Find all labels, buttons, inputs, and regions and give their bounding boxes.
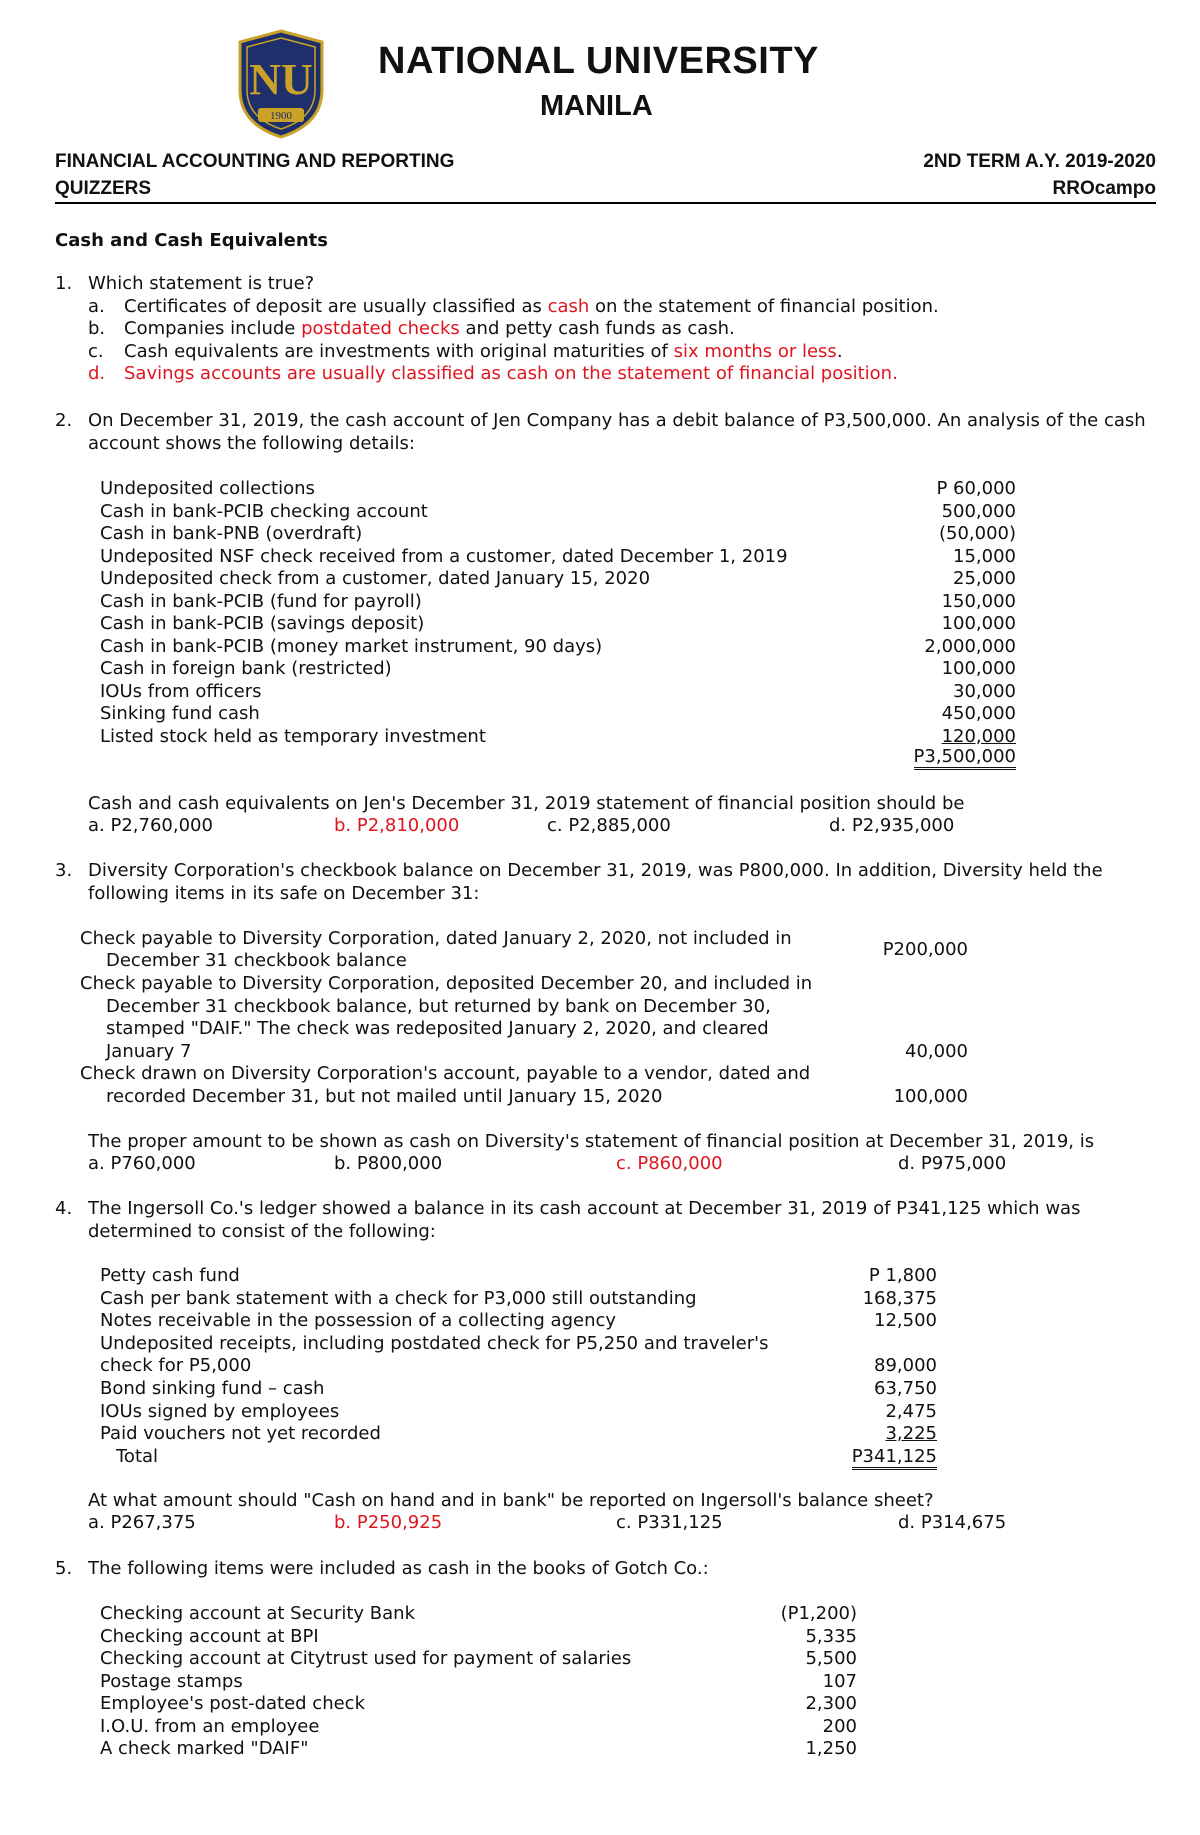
ledger-item-amount: 89,000 — [874, 1355, 937, 1377]
ledger-item-amount: 2,475 — [885, 1400, 937, 1422]
choice-d: d. P314,675 — [898, 1512, 1007, 1533]
ledger-item-amount: 107 — [822, 1670, 857, 1692]
ledger-item-amount: 30,000 — [953, 680, 1016, 702]
ledger-item-label: Petty cash fund — [100, 1265, 240, 1286]
author-name: RROcampo — [1052, 178, 1156, 199]
question-stem: Which statement is true? — [88, 273, 315, 294]
q3-item-2: Check payable to Diversity Corporation, deposited December 20, and included in — [80, 973, 813, 994]
ledger-item-label: Cash in bank-PCIB (fund for payroll) — [100, 590, 422, 612]
ledger-item-amount: 15,000 — [953, 545, 1016, 567]
q2-total: P3,500,000 — [914, 746, 1016, 768]
ledger-item-amount: 500,000 — [941, 500, 1016, 522]
ledger-item-amount: 100,000 — [941, 658, 1016, 679]
ledger-item-label: Checking account at Citytrust used for payment of salaries — [100, 1648, 632, 1669]
q3-item-3: Check drawn on Diversity Corporation's account, payable to a vendor, dated and — [80, 1063, 811, 1084]
document-type: QUIZZERS — [55, 178, 152, 199]
ledger-item-label: Checking account at Security Bank — [100, 1603, 416, 1624]
ledger-item-amount: 450,000 — [941, 703, 1016, 724]
choice-b: b. P800,000 — [334, 1153, 443, 1174]
q3-item-2-cont: January 7 — [106, 1041, 192, 1062]
choice-b: Companies include postdated checks and petty cash funds as cash. — [124, 318, 735, 339]
q3-item-2-amount: 40,000 — [905, 1041, 968, 1062]
ledger-item-label: Sinking fund cash — [100, 703, 260, 724]
choice-d: d. P975,000 — [898, 1153, 1007, 1174]
question-stem: On December 31, 2019, the cash account of Jen Company has a debit balance of P3,500,000. An analysis of the cash — [88, 410, 1146, 431]
choice-b-letter: b. — [88, 318, 106, 339]
choice-a: a. P760,000 — [88, 1153, 196, 1174]
question-stem-cont: account shows the following details: — [88, 433, 415, 454]
choice-c: c. P860,000 — [616, 1153, 723, 1174]
ledger-item-amount: 2,300 — [805, 1693, 857, 1714]
ledger-item-label: IOUs from officers — [100, 680, 262, 702]
ledger-item-label: Checking account at BPI — [100, 1625, 319, 1647]
ledger-item-amount: 2,000,000 — [924, 635, 1016, 657]
ledger-item-label: IOUs signed by employees — [100, 1400, 340, 1422]
ledger-item-amount: 1,250 — [805, 1738, 857, 1759]
q3-item-3-amount: 100,000 — [893, 1086, 968, 1107]
ledger-item-label: Notes receivable in the possession of a collecting agency — [100, 1310, 617, 1332]
choice-a-letter: a. — [88, 296, 105, 317]
choice-d: Savings accounts are usually classified as cash on the statement of financial position. — [124, 363, 898, 384]
ledger-item-amount: (50,000) — [938, 523, 1016, 544]
ledger-item-label: Cash in bank-PCIB (savings deposit) — [100, 613, 425, 634]
svg-text:NU: NU — [249, 55, 313, 104]
question-number: 4. — [55, 1198, 73, 1219]
ledger-item-amount: 12,500 — [874, 1310, 937, 1332]
ledger-item-amount: 25,000 — [953, 568, 1016, 589]
ledger-item-amount: 200 — [822, 1715, 857, 1737]
choice-b: b. P250,925 — [334, 1512, 443, 1533]
ledger-item-amount: P 60,000 — [936, 478, 1016, 499]
ledger-item-label: Employee's post-dated check — [100, 1693, 365, 1714]
ledger-item-amount: (P1,200) — [780, 1603, 857, 1624]
university-name: NATIONAL UNIVERSITY — [378, 40, 819, 82]
question-prompt: The proper amount to be shown as cash on Diversity's statement of financial position at December 31, 2019, is — [88, 1131, 1095, 1152]
choice-c-letter: c. — [88, 341, 104, 362]
header-divider — [55, 202, 1156, 204]
ledger-item-label: Cash per bank statement with a check for P3,000 still outstanding — [100, 1287, 697, 1309]
ledger-item-label: I.O.U. from an employee — [100, 1715, 320, 1737]
ledger-item-label: Listed stock held as temporary investment — [100, 725, 486, 747]
ledger-item-amount: 3,225 — [885, 1423, 937, 1445]
q3-item-1-cont: December 31 checkbook balance — [106, 950, 407, 971]
ledger-item-amount: 100,000 — [941, 613, 1016, 634]
choice-c: c. P331,125 — [616, 1512, 723, 1533]
ledger-item-amount: 150,000 — [941, 590, 1016, 612]
ledger-item-label: Cash in bank-PCIB checking account — [100, 500, 428, 522]
choice-d-letter: d. — [88, 363, 106, 384]
question-stem: Diversity Corporation's checkbook balance on December 31, 2019, was P800,000. In addition, Diversity held the — [88, 860, 1103, 881]
q3-item-2-cont: stamped "DAIF." The check was redeposited January 2, 2020, and cleared — [106, 1018, 769, 1039]
ledger-item-label: Cash in bank-PCIB (money market instrument, 90 days) — [100, 635, 603, 657]
campus-name: MANILA — [540, 90, 653, 122]
choice-a: a. P2,760,000 — [88, 815, 213, 836]
ledger-item-label: A check marked "DAIF" — [100, 1738, 309, 1759]
ledger-item-label: Undeposited check from a customer, dated January 15, 2020 — [100, 568, 651, 589]
choice-b: b. P2,810,000 — [334, 815, 460, 836]
choice-c: Cash equivalents are investments with original maturities of six months or less. — [124, 341, 843, 362]
ledger-item-label: Bond sinking fund – cash — [100, 1378, 325, 1399]
q3-item-2-cont: December 31 checkbook balance, but returned by bank on December 30, — [106, 996, 771, 1017]
ledger-item-amount: 120,000 — [941, 725, 1016, 747]
question-number: 1. — [55, 273, 73, 294]
choice-c: c. P2,885,000 — [547, 815, 671, 836]
ledger-item-label: Cash in bank-PNB (overdraft) — [100, 523, 363, 544]
choice-a: a. P267,375 — [88, 1512, 196, 1533]
ledger-item-amount: 168,375 — [862, 1287, 937, 1309]
q3-item-1-amount: P200,000 — [882, 939, 968, 960]
ledger-item-amount: P 1,800 — [868, 1265, 937, 1286]
question-stem: The Ingersoll Co.'s ledger showed a balance in its cash account at December 31, 2019 of P341,125 which was — [88, 1198, 1081, 1219]
course-title: FINANCIAL ACCOUNTING AND REPORTING — [55, 151, 455, 172]
ledger-item-amount: 63,750 — [874, 1378, 937, 1399]
question-prompt: At what amount should "Cash on hand and in bank" be reported on Ingersoll's balance sheet? — [88, 1490, 934, 1511]
ledger-item-label: Undeposited NSF check received from a customer, dated December 1, 2019 — [100, 545, 788, 567]
question-number: 5. — [55, 1558, 73, 1579]
question-number: 2. — [55, 410, 73, 431]
ledger-item-label: Paid vouchers not yet recorded — [100, 1423, 381, 1445]
question-stem-cont: determined to consist of the following: — [88, 1221, 436, 1242]
ledger-item-amount: 5,335 — [805, 1625, 857, 1647]
question-stem-cont: following items in its safe on December 31: — [88, 883, 480, 904]
logo-year: 1900 — [270, 110, 292, 122]
section-title: Cash and Cash Equivalents — [55, 230, 328, 251]
ledger-item-label: check for P5,000 — [100, 1355, 252, 1377]
q3-item-1: Check payable to Diversity Corporation, dated January 2, 2020, not included in — [80, 928, 792, 949]
ledger-item-amount: 5,500 — [805, 1648, 857, 1669]
term-label: 2ND TERM A.Y. 2019-2020 — [923, 151, 1156, 172]
ledger-item-label: Undeposited receipts, including postdated check for P5,250 and traveler's — [100, 1332, 769, 1354]
ledger-item-label: Undeposited collections — [100, 478, 315, 499]
choice-a: Certificates of deposit are usually classified as cash on the statement of financial position. — [124, 296, 939, 317]
question-number: 3. — [55, 860, 73, 881]
question-stem: The following items were included as cash in the books of Gotch Co.: — [88, 1558, 709, 1579]
q4-total: P341,125 — [852, 1446, 937, 1468]
ledger-item-label: Cash in foreign bank (restricted) — [100, 658, 392, 679]
university-logo-seal — [236, 28, 326, 140]
q3-item-3-cont: recorded December 31, but not mailed until January 15, 2020 — [106, 1086, 663, 1107]
choice-d: d. P2,935,000 — [829, 815, 955, 836]
question-prompt: Cash and cash equivalents on Jen's December 31, 2019 statement of financial position should be — [88, 793, 965, 814]
q4-total-label: Total — [116, 1446, 159, 1467]
ledger-item-label: Postage stamps — [100, 1670, 243, 1692]
